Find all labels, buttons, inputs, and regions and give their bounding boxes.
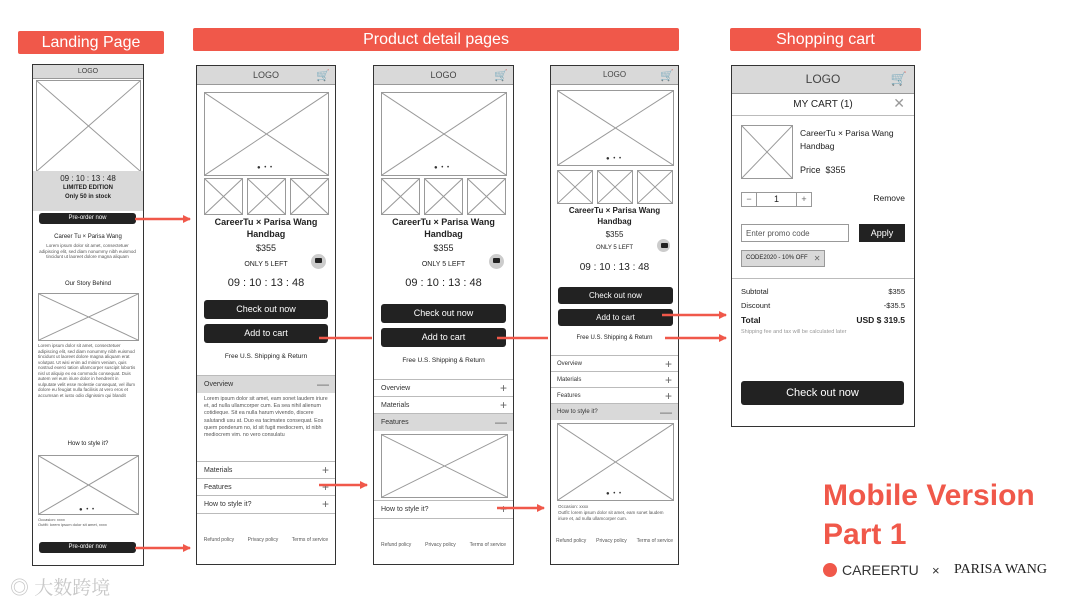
- style-title: How to style it?: [67, 441, 109, 447]
- shipping-text: Free U.S. Shipping & Return: [224, 353, 308, 360]
- remove-link[interactable]: Remove: [873, 193, 905, 203]
- refund-link[interactable]: Refund policy: [203, 537, 235, 543]
- countdown: 09 : 10 : 13 : 48: [405, 277, 482, 289]
- watermark: [10, 573, 110, 600]
- collab-title: Career Tu × Parisa Wang: [54, 234, 122, 240]
- add-to-cart-button[interactable]: Add to cart: [558, 309, 673, 326]
- shipping-text: Free U.S. Shipping & Return: [402, 357, 485, 364]
- promo-code: CODE2020 - 10% OFF: [746, 255, 808, 261]
- expand-icon: +: [664, 389, 672, 403]
- checkout-button[interactable]: Check out now: [381, 304, 506, 323]
- refund-link[interactable]: Refund policy: [555, 538, 587, 544]
- features-label: Features: [557, 393, 581, 399]
- expand-icon: +: [499, 398, 507, 412]
- header-cart: Shopping cart: [730, 28, 921, 51]
- watermark-icon: ◎: [10, 578, 30, 599]
- collapse-icon: —: [317, 377, 329, 391]
- intro-text: Lorem ipsum dolor sit amet, consectetuer adipiscing elit, sed diam nonummy nibh euismod tincidunt ut laoreet dolore magna aliquam: [39, 243, 136, 259]
- price-value: $355: [825, 165, 846, 175]
- cart-icon[interactable]: 🛒: [316, 70, 330, 82]
- countdown: 09 : 10 : 13 : 48: [60, 174, 116, 183]
- stock-label: ONLY 5 LEFT: [595, 245, 634, 251]
- carousel-dots: ● • •: [434, 165, 451, 171]
- product-price: $355: [605, 230, 624, 239]
- apply-button[interactable]: Apply: [859, 224, 905, 242]
- discount-label: Discount: [741, 301, 771, 310]
- stock-label: ONLY 5 LEFT: [421, 261, 466, 268]
- overview-text: Lorem ipsum dolor sit amet, eam sonet laudem iriure et, ad nulla ullamcorper cum. Ea sea nihil alienum cotidieque. Sit ea nulla harum vivendo, discere salutandi usu at. Duo ea tacimates consequat. Eos quem ponderum no, id sit fugit mediocrem, id nibh mediocrem vim. no vero consulatu: [204, 396, 328, 439]
- careertu-logo-icon: [823, 563, 837, 577]
- carousel-dots: ● • •: [79, 507, 96, 513]
- overview-label: Overview: [204, 381, 234, 388]
- expand-icon: +: [664, 357, 672, 371]
- story-title: Our Story Behind: [64, 281, 112, 287]
- remove-code-icon[interactable]: ✕: [813, 254, 821, 263]
- cart-icon[interactable]: 🛒: [494, 70, 508, 82]
- occasion-text: Occasion: xxxx: [38, 517, 65, 522]
- header-product: Product detail pages: [193, 28, 679, 51]
- watermark-text: 大数跨境: [34, 578, 111, 599]
- item-name-2: Handbag: [800, 141, 835, 151]
- close-icon[interactable]: ✕: [893, 95, 905, 111]
- product-name-2: Handbag: [246, 229, 286, 239]
- stock-label: Only 50 in stock: [64, 194, 112, 200]
- discount-value: -$35.5: [883, 301, 905, 310]
- carousel-dots: ● • •: [606, 491, 623, 497]
- checkout-button[interactable]: Check out now: [558, 287, 673, 304]
- header-landing: Landing Page: [18, 31, 164, 54]
- privacy-link[interactable]: Privacy policy: [247, 537, 279, 543]
- preorder-button[interactable]: Pre-order now: [39, 213, 136, 224]
- expand-icon: +: [664, 373, 672, 387]
- logo: LOGO: [33, 65, 143, 79]
- occasion-text: Occasion: xxxx: [558, 504, 589, 509]
- expand-icon: +: [321, 497, 329, 511]
- materials-label: Materials: [557, 377, 582, 383]
- quantity-value: 1: [773, 194, 779, 204]
- cart-icon[interactable]: 🛒: [890, 71, 907, 86]
- style-label: How to style it?: [557, 409, 598, 415]
- story-text: Lorem ipsum dolor sit amet, consectetuer adipiscing elit, sed diam nonummy nibh euismod tincidunt ut laoreet dolore magna aliquam erat volutpat. Ut wisi enim ad minim veniam, quis nostrud exerci tation ullamcorper suscipit lobortis nisl ut aliquip ex ea commodo consequat. Duis autem vel eum iriure dolor in hendrerit in vulputate velit esse molestie consequat, vel illum dolore eu feugiat nulla facilisis at vero eros et accumsan et iusto odio dignissim qui blandit: [38, 343, 136, 398]
- terms-link[interactable]: Terms of service: [291, 537, 329, 543]
- title-line2: Part 1: [823, 518, 907, 551]
- logo: LOGO: [374, 66, 513, 85]
- materials-label: Materials: [204, 467, 233, 474]
- style-label: How to style it?: [381, 506, 429, 513]
- expand-icon: +: [499, 381, 507, 395]
- brand-times: ×: [932, 563, 940, 578]
- style-label: How to style it?: [204, 501, 252, 508]
- add-to-cart-button[interactable]: Add to cart: [204, 324, 328, 343]
- product-name-2: Handbag: [597, 217, 632, 226]
- total-value: USD $ 319.5: [856, 315, 905, 325]
- refund-link[interactable]: Refund policy: [380, 542, 412, 548]
- logo: LOGO: [551, 66, 678, 85]
- overview-label: Overview: [557, 361, 583, 367]
- cart-title: MY CART (1): [793, 99, 853, 110]
- minus-button[interactable]: −: [742, 193, 757, 206]
- shipping-note: Shipping fee and tax will be calculated later: [741, 329, 847, 335]
- collapse-icon: —: [660, 405, 672, 419]
- item-name: CareerTu × Parisa Wang: [800, 128, 894, 138]
- carousel-dots: ● • •: [606, 156, 623, 162]
- product-name: CareerTu × Parisa Wang: [214, 217, 318, 227]
- subtotal-value: $355: [888, 287, 905, 296]
- product-price: $355: [433, 243, 454, 253]
- product-name-2: Handbag: [424, 229, 463, 239]
- product-price: $355: [255, 243, 277, 253]
- logo: LOGO: [197, 66, 335, 85]
- checkout-button[interactable]: Check out now: [204, 300, 328, 319]
- plus-button[interactable]: +: [796, 193, 811, 206]
- add-to-cart-button[interactable]: Add to cart: [381, 328, 506, 347]
- edition-label: LIMITED EDITION: [63, 185, 113, 191]
- expand-icon: +: [321, 480, 329, 494]
- shipping-text: Free U.S. Shipping & Return: [576, 335, 653, 341]
- carousel-dots: ● • •: [257, 165, 274, 171]
- terms-link[interactable]: Terms of service: [469, 542, 507, 548]
- privacy-link[interactable]: Privacy policy: [425, 542, 456, 548]
- features-label: Features: [204, 484, 232, 491]
- parisa-logo: PARISA WANG: [954, 562, 1047, 577]
- overview-label: Overview: [381, 385, 411, 392]
- preorder-button-bottom[interactable]: Pre-order now: [39, 542, 136, 553]
- countdown: 09 : 10 : 13 : 48: [227, 277, 305, 289]
- checkout-button[interactable]: Check out now: [741, 381, 904, 405]
- logo: LOGO: [732, 66, 914, 94]
- price-label: Price: [800, 165, 821, 175]
- product-name: CareerTu × Parisa Wang: [392, 217, 495, 227]
- expand-icon: +: [499, 502, 507, 516]
- subtotal-label: Subtotal: [741, 287, 769, 296]
- collapse-icon: —: [495, 415, 507, 429]
- title-line1: Mobile Version: [823, 479, 1035, 512]
- materials-label: Materials: [381, 402, 410, 409]
- privacy-link[interactable]: Privacy policy: [596, 538, 627, 544]
- expand-icon: +: [321, 463, 329, 477]
- product-name: CareerTu × Parisa Wang: [568, 206, 661, 215]
- outfit-text: Outfit: lorem ipsum dolor sit amet, eam sonet laudem iriure et, ad nulla ullamcorper cum.: [558, 510, 664, 521]
- countdown: 09 : 10 : 13 : 48: [579, 262, 650, 273]
- stock-label: ONLY 5 LEFT: [244, 261, 288, 268]
- cart-icon[interactable]: 🛒: [660, 70, 674, 82]
- promo-input[interactable]: Enter promo code: [741, 224, 849, 242]
- outfit-text: Outfit: lorem ipsum dolor sit amet, xxxx: [38, 522, 107, 527]
- total-label: Total: [741, 315, 761, 325]
- features-label: Features: [381, 419, 409, 426]
- terms-link[interactable]: Terms of service: [636, 538, 674, 544]
- careertu-logo: CAREERTU: [842, 562, 919, 578]
